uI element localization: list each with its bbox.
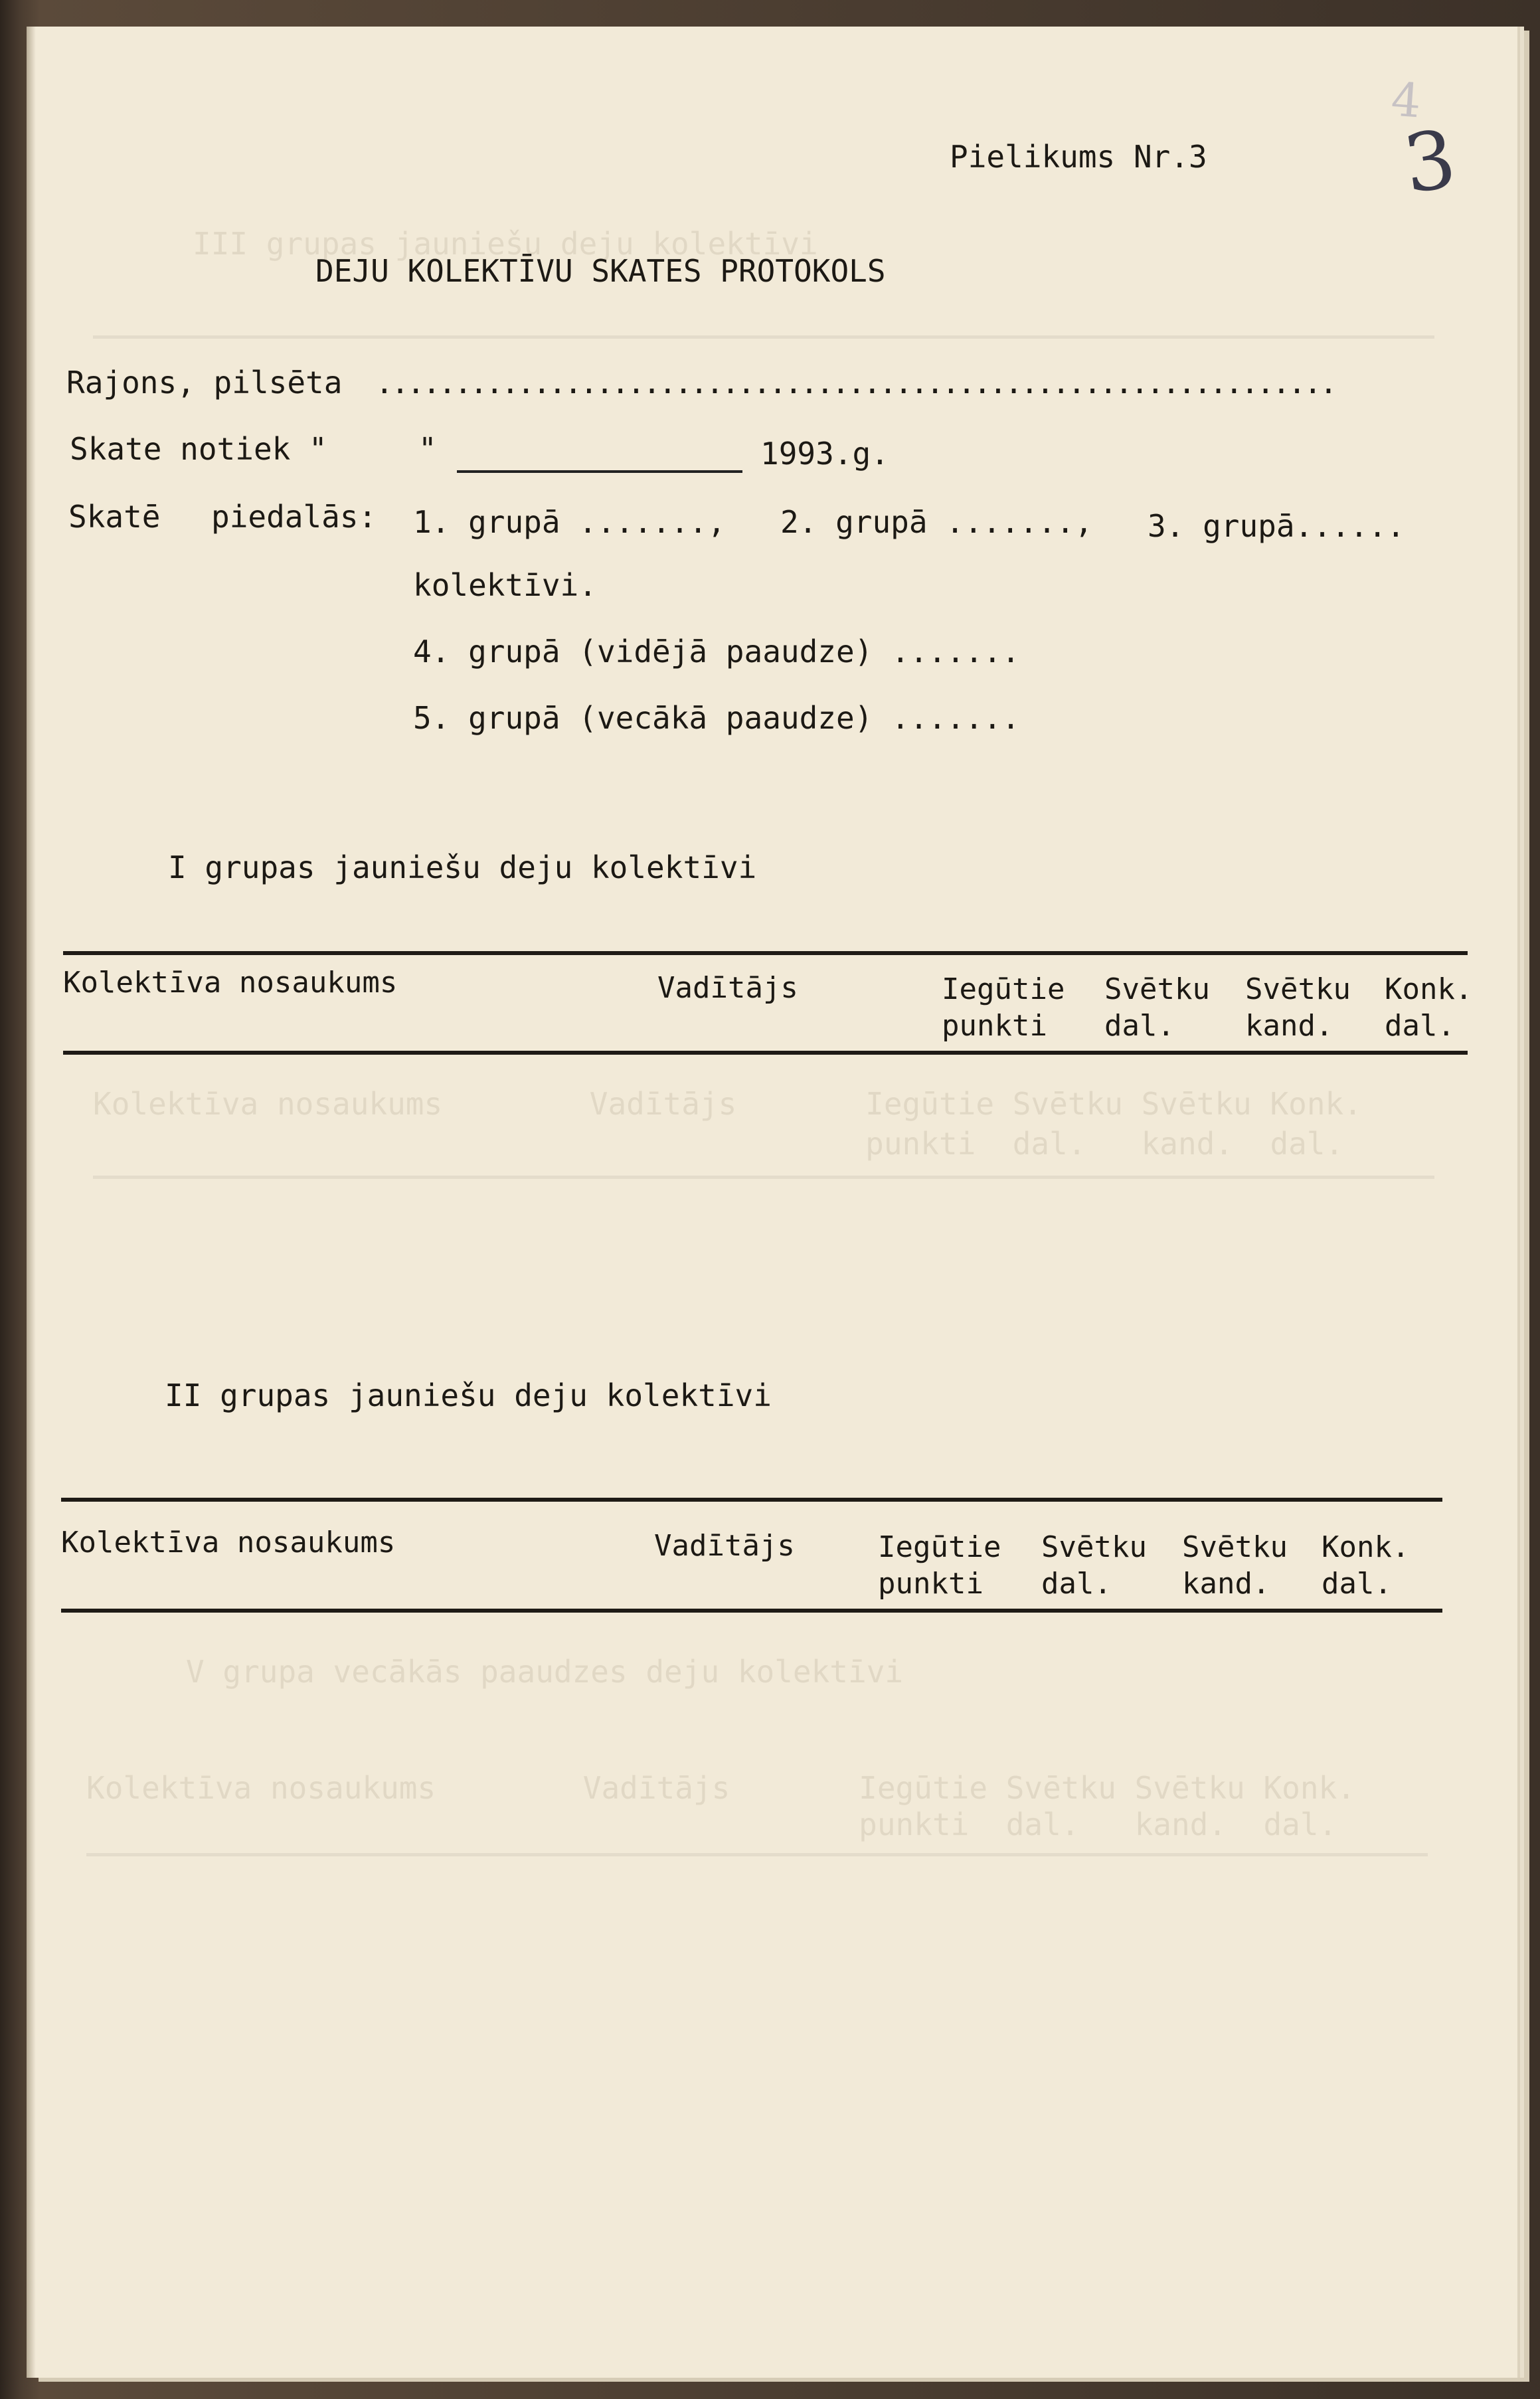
show-through-rule [93,335,1434,339]
section-heading: I grupas jauniešu deju kolektīvi [168,849,757,885]
table-top-rule [61,1498,1442,1502]
table-top-rule [63,951,1468,955]
group-2-count: 2. grupā ......., [780,504,1093,540]
show-through-header-2b: punkti dal. kand. dal. [86,1807,1337,1842]
district-label: Rajons, pilsēta [66,365,343,400]
column-contest-participation: Konk. dal. [1385,972,1473,1043]
show-through-heading-5: V grupa vecākās paaudzes deju kolektīvi [186,1654,904,1690]
column-festival-candidate: Svētku kand. [1245,972,1351,1043]
show-through-header-1: Kolektīva nosaukums Vadītājs Iegūtie Svētku Svētku Konk. [93,1086,1362,1122]
column-contest-participation: Konk. dal. [1322,1530,1410,1601]
group-5-count: 5. grupā (vecākā paaudze) ....... [413,700,1020,736]
column-festival-participation: Svētku dal. [1104,972,1210,1043]
venue-label: Skate notiek " [70,431,327,467]
participants-label-2: piedalās: [211,499,377,535]
section-heading: II grupas jauniešu deju kolektīvi [165,1377,772,1413]
venue-quote-close: " [418,431,437,467]
date-blank-line [457,470,742,473]
column-festival-candidate: Svētku kand. [1182,1530,1288,1601]
group-1-count: 1. grupā ......., [413,504,726,540]
collectives-word: kolektīvi. [413,567,597,603]
table-header-rule [61,1609,1442,1613]
column-festival-participation: Svētku dal. [1041,1530,1147,1601]
show-through-rule [86,1853,1428,1856]
column-name: Kolektīva nosaukums [63,966,398,1000]
table-header-rule [63,1051,1468,1055]
show-through-rule [93,1176,1434,1179]
column-leader: Vadītājs [657,971,798,1005]
appendix-label: Pielikums Nr.3 [950,139,1207,175]
handwritten-page-number: 3 [1398,113,1462,212]
participants-label: Skatē [68,499,161,535]
column-leader: Vadītājs [654,1529,795,1563]
show-through-header-2: Kolektīva nosaukums Vadītājs Iegūtie Svētku Svētku Konk. [86,1770,1355,1806]
faint-pencil-mark: 4 [1389,72,1423,129]
column-points: Iegūtie punkti [942,972,1065,1043]
page-edge-shadow [27,27,36,2378]
year-label: 1993.g. [760,436,889,472]
show-through-heading-3: III grupas jauniešu deju kolektīvi [193,226,818,262]
page-title: DEJU KOLEKTĪVU SKATES PROTOKOLS [315,253,886,289]
group-3-count: 3. grupā...... [1148,508,1405,544]
show-through-header-1b: punkti dal. kand. dal. [93,1126,1344,1162]
column-points: Iegūtie punkti [878,1530,1001,1601]
district-fill-dots: ............................................................. [375,365,1335,400]
group-4-count: 4. grupā (vidējā paaudze) ....... [413,634,1020,669]
column-name: Kolektīva nosaukums [61,1526,396,1559]
